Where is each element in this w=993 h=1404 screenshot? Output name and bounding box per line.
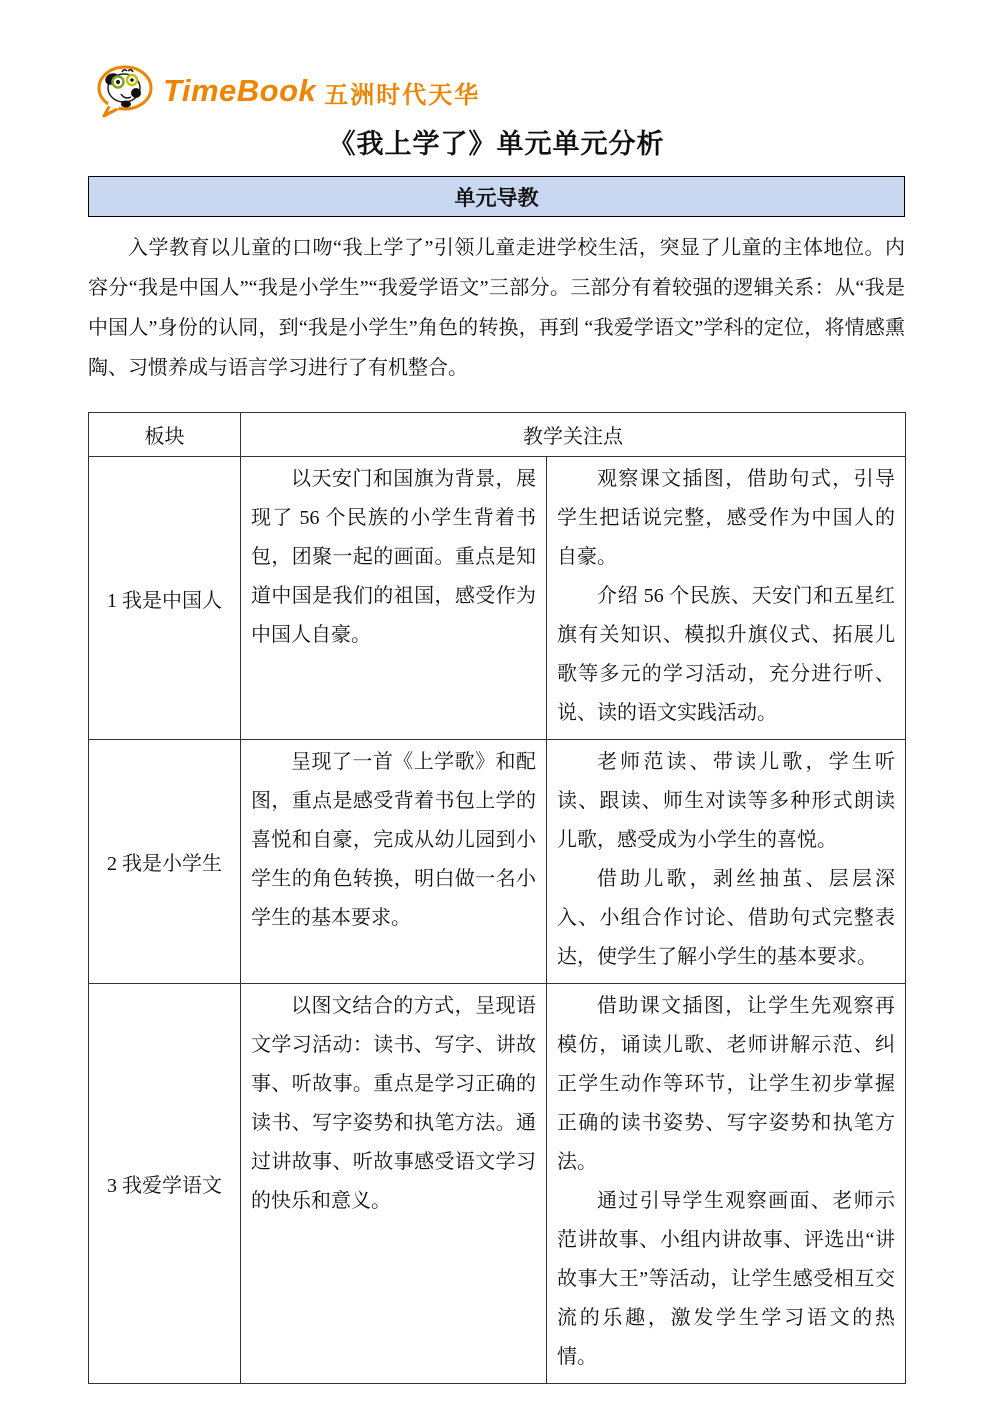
teaching-paragraph: 老师范读、带读儿歌，学生听读、跟读、师生对读等多种形式朗读儿歌，感受成为小学生的喜悦。 (557, 751, 895, 851)
content-summary-cell (241, 457, 547, 740)
teaching-focus-cell (547, 984, 906, 1384)
column-header-focus: 教学关注点 (241, 413, 906, 457)
page-title: 《我上学了》单元单元分析 (328, 129, 665, 159)
teaching-paragraph: 通过引导学生观察画面、老师示范讲故事、小组内讲故事、评选出“讲故事大王”等活动，让学生感受相互交流的乐趣，激发学生学习语文的热情。 (557, 1190, 895, 1368)
module-cell: 2 我是小学生 (89, 740, 241, 984)
teaching-focus-cell (547, 740, 906, 984)
table-row (89, 984, 906, 1384)
content-summary-cell (241, 740, 547, 984)
table-row (89, 457, 906, 740)
section-header-label: 单元导教 (454, 185, 539, 210)
teaching-paragraph: 介绍 56 个民族、天安门和五星红旗有关知识、模拟升旗仪式、拓展儿歌等多元的学习活动，充分进行听、说、读的语文实践活动。 (557, 585, 895, 724)
teaching-focus-cell (547, 457, 906, 740)
teaching-paragraph: 观察课文插图，借助句式，引导学生把话说完整，感受作为中国人的自豪。 (557, 468, 895, 568)
table-header-row (89, 413, 906, 457)
summary-paragraph: 以天安门和国旗为背景，展现了 56 个民族的小学生背着书包，团聚一起的画面。重点是知道中国是我们的祖国，感受作为中国人自豪。 (251, 468, 536, 646)
module-cell: 3 我爱学语文 (89, 984, 241, 1384)
content-summary-cell (241, 984, 547, 1384)
logo (95, 66, 993, 116)
column-header-module: 板块 (89, 413, 241, 457)
company-name: 五洲时代天华 (324, 81, 481, 109)
timebook-logo-icon (95, 64, 157, 118)
teaching-paragraph: 借助儿歌，剥丝抽茧、层层深入、小组合作讨论、借助句式完整表达，使学生了解小学生的基本要求。 (557, 868, 895, 968)
section-header-bar (88, 176, 905, 217)
intro-paragraph: 入学教育以儿童的口吻“我上学了”引领儿童走进学校生活，突显了儿童的主体地位。内容分“我是中国人”“我是小学生”“我爱学语文”三部分。三部分有着较强的逻辑关系：从“我是中国人”身份的认同，到“我是小学生”角色的转换，再到 “我爱学语文”学科的定位，将情感熏陶、习惯养成与语言学习进行了有机整合。 (88, 237, 905, 379)
teaching-paragraph: 借助课文插图，让学生先观察再模仿，诵读儿歌、老师讲解示范、纠正学生动作等环节，让学生初步掌握正确的读书姿势、写字姿势和执笔方法。 (557, 995, 895, 1173)
summary-paragraph: 以图文结合的方式，呈现语文学习活动：读书、写字、讲故事、听故事。重点是学习正确的读书、写字姿势和执笔方法。通过讲故事、听故事感受语文学习的快乐和意义。 (251, 995, 536, 1212)
summary-paragraph: 呈现了一首《上学歌》和配图，重点是感受背着书包上学的喜悦和自豪，完成从幼儿园到小学生的角色转换，明白做一名小学生的基本要求。 (251, 751, 536, 929)
brand-name: TimeBook (163, 73, 317, 108)
module-cell: 1 我是中国人 (89, 457, 241, 740)
table-row (89, 740, 906, 984)
unit-analysis-table (88, 412, 906, 1384)
